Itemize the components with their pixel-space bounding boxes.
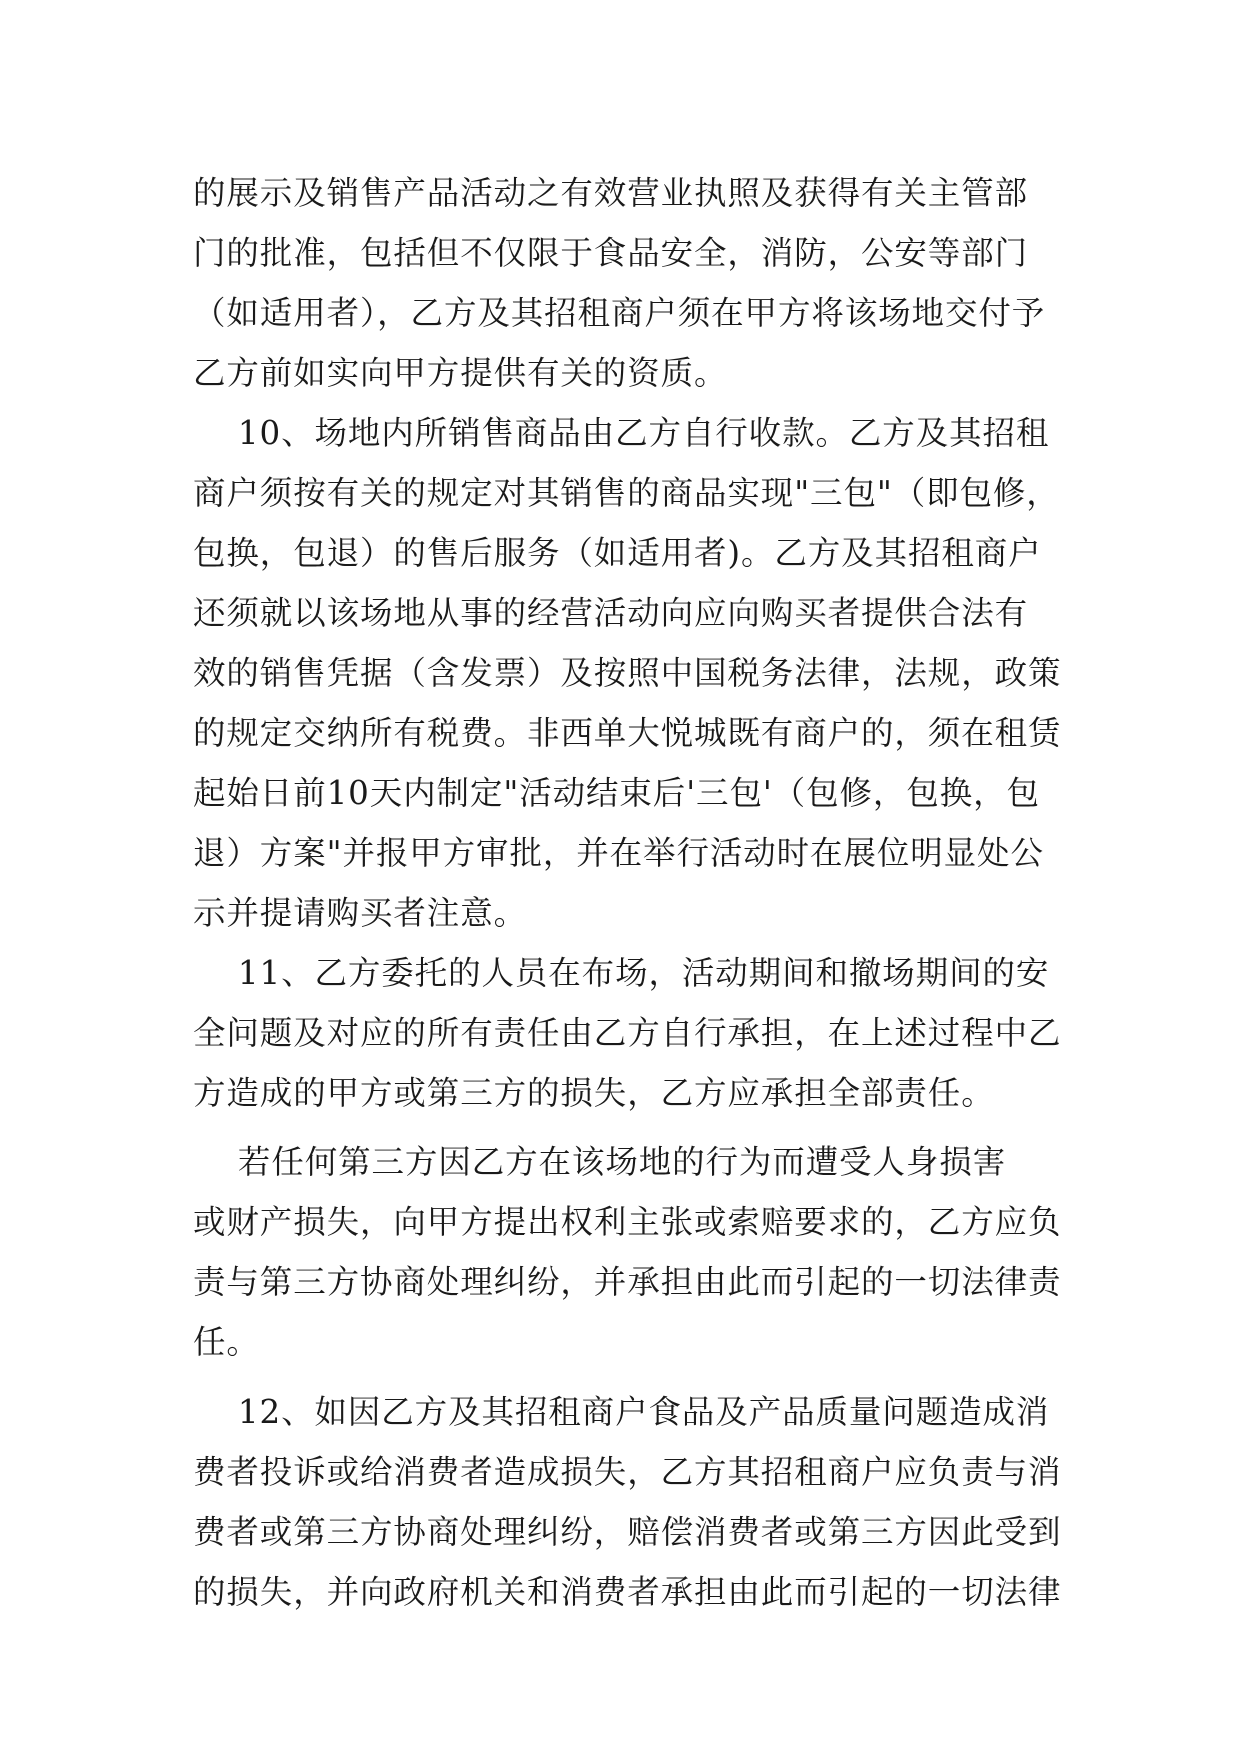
text-line: 任。 (193, 1323, 260, 1361)
text-line: 12、如因乙方及其招租商户食品及产品质量问题造成消 (193, 1393, 1050, 1431)
text-line: 退）方案"并报甲方审批，并在举行活动时在展位明显处公 (193, 834, 1044, 872)
text-line: 包换，包退）的售后服务（如适用者)。乙方及其招租商户 (193, 534, 1042, 572)
text-line: （如适用者），乙方及其招租商户须在甲方将该场地交付予 (193, 294, 1046, 332)
text-line: 全问题及对应的所有责任由乙方自行承担，在上述过程中乙 (193, 1014, 1062, 1052)
text-line: 的规定交纳所有税费。非西单大悦城既有商户的，须在租赁 (193, 714, 1062, 752)
text-line: 的展示及销售产品活动之有效营业执照及获得有关主管部 (193, 174, 1029, 212)
text-line: 或财产损失，向甲方提出权利主张或索赔要求的，乙方应负 (193, 1203, 1062, 1241)
text-line: 商户须按有关的规定对其销售的商品实现"三包"（即包修， (193, 474, 1060, 512)
text-line: 还须就以该场地从事的经营活动向应向购买者提供合法有 (193, 594, 1029, 632)
text-line: 费者或第三方协商处理纠纷，赔偿消费者或第三方因此受到 (193, 1513, 1062, 1551)
text-line: 若任何第三方因乙方在该场地的行为而遭受人身损害 (193, 1143, 1007, 1181)
text-line: 责与第三方协商处理纠纷，并承担由此而引起的一切法律责 (193, 1263, 1062, 1301)
text-line: 效的销售凭据（含发票）及按照中国税务法律，法规，政策 (193, 654, 1062, 692)
text-line: 11、乙方委托的人员在布场，活动期间和撤场期间的安 (193, 954, 1050, 992)
text-line: 门的批准，包括但不仅限于食品安全，消防，公安等部门 (193, 234, 1029, 272)
text-line: 方造成的甲方或第三方的损失，乙方应承担全部责任。 (193, 1074, 995, 1112)
text-line: 乙方前如实向甲方提供有关的资质。 (193, 354, 728, 392)
text-line: 10、场地内所销售商品由乙方自行收款。乙方及其招租 (193, 414, 1050, 452)
text-line: 的损失，并向政府机关和消费者承担由此而引起的一切法律 (193, 1573, 1062, 1611)
text-line: 示并提请购买者注意。 (193, 894, 528, 932)
text-line: 费者投诉或给消费者造成损失，乙方其招租商户应负责与消 (193, 1453, 1062, 1491)
text-line: 起始日前10天内制定"活动结束后'三包'（包修，包换，包 (193, 774, 1040, 812)
